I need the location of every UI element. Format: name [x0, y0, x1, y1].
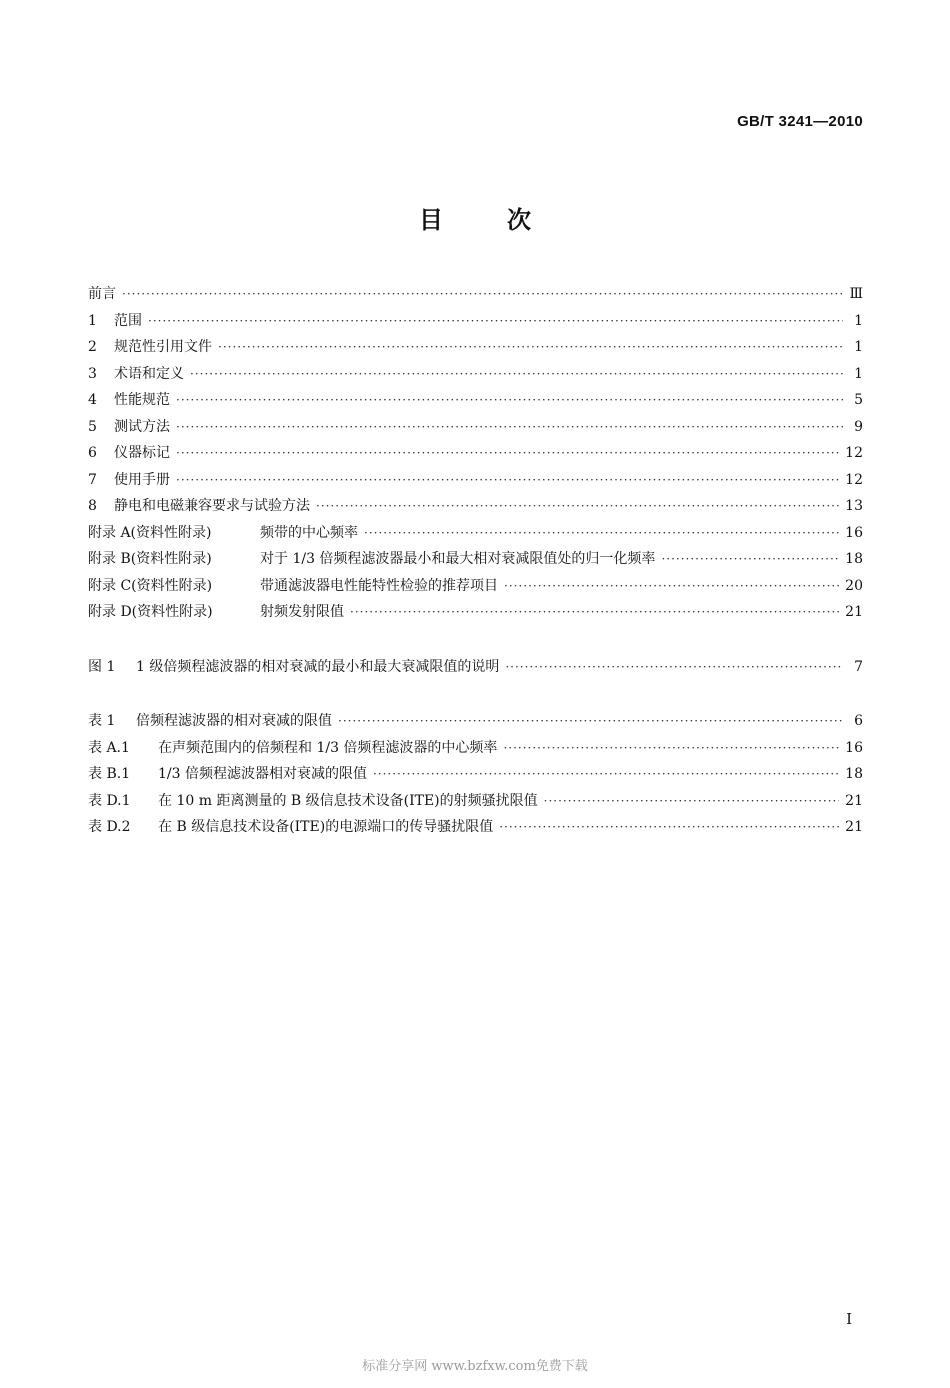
- toc-entry-label: 仪器标记: [114, 445, 170, 461]
- toc-leader-dots: [503, 741, 839, 755]
- toc-figures: [88, 656, 863, 683]
- toc-leader-dots: [190, 367, 843, 381]
- toc-entry-table-1[interactable]: [88, 710, 863, 737]
- toc-entry-page: 12: [845, 471, 863, 488]
- toc-entry-page: 1: [854, 365, 863, 382]
- toc-entry-page: 5: [854, 392, 863, 408]
- toc-entry-num: 2: [88, 339, 97, 355]
- toc-entry-page: 21: [845, 792, 863, 809]
- toc-entry-label: 测试方法: [114, 418, 170, 435]
- toc-entry-label: 术语和定义: [114, 365, 184, 382]
- toc-entry-label: 在 10 m 距离测量的 B 级信息技术设备(ITE)的射频骚扰限值: [158, 792, 538, 809]
- toc-entry-page: 9: [854, 418, 863, 435]
- toc-leader-dots: [176, 446, 839, 460]
- toc-entry-foreword[interactable]: [88, 283, 863, 310]
- toc-entry-page: 13: [845, 498, 863, 514]
- toc-entry-num: 5: [88, 418, 97, 435]
- toc-entry-table-d1[interactable]: [88, 790, 863, 817]
- toc-entry-normative-references[interactable]: [88, 336, 863, 363]
- toc-entry-label: 在 B 级信息技术设备(ITE)的电源端口的传导骚扰限值: [158, 819, 494, 835]
- toc-entry-num: 8: [88, 498, 97, 514]
- toc-entry-num: 3: [88, 365, 97, 382]
- toc-leader-dots: [176, 420, 843, 434]
- toc-entry-label: 1 级倍频程滤波器的相对衰减的最小和最大衰减限值的说明: [136, 659, 500, 675]
- toc-entry-page: 16: [845, 739, 863, 756]
- toc-entry-label: 范围: [114, 312, 142, 329]
- toc-leader-dots: [218, 340, 843, 354]
- toc-leader-dots: [148, 314, 843, 328]
- toc-leader-dots: [499, 820, 839, 834]
- toc-leader-dots: [338, 714, 843, 728]
- toc-entry-page: 18: [845, 551, 863, 567]
- toc-leader-dots: [176, 393, 843, 407]
- toc-leader-dots: [373, 767, 839, 781]
- toc-entry-page: 6: [854, 713, 863, 729]
- toc-entry-num: 图 1: [88, 659, 116, 675]
- toc-entry-label: 规范性引用文件: [114, 339, 212, 355]
- toc-entry-manual[interactable]: [88, 469, 863, 496]
- toc-entry-num: 附录 B(资料性附录): [88, 551, 212, 567]
- toc-entry-num: 7: [88, 471, 97, 488]
- toc-leader-dots: [176, 473, 839, 487]
- toc-entry-num: 附录 C(资料性附录): [88, 577, 213, 594]
- toc-entry-annex-b[interactable]: [88, 548, 863, 575]
- toc-entry-page: 21: [845, 819, 863, 835]
- toc-entry-num: 1: [88, 312, 97, 329]
- toc-entry-page: 18: [845, 766, 863, 782]
- toc-entry-page: 20: [845, 577, 863, 594]
- toc-leader-dots: [661, 552, 839, 566]
- toc-leader-dots: [350, 605, 839, 619]
- toc-entry-num: 附录 A(资料性附录): [88, 524, 212, 541]
- toc-entry-num: 表 B.1: [88, 766, 131, 782]
- toc-leader-dots: [364, 526, 839, 540]
- toc-entry-label: 倍频程滤波器的相对衰减的限值: [136, 713, 332, 729]
- toc-entry-label: 带通滤波器电性能特性检验的推荐项目: [260, 577, 498, 594]
- toc-entry-label: 频带的中心频率: [260, 524, 358, 541]
- toc-leader-dots: [544, 794, 840, 808]
- toc-entry-num: 表 D.1: [88, 792, 131, 809]
- toc-entry-num: 6: [88, 445, 97, 461]
- toc-entry-page: 12: [845, 445, 863, 461]
- toc-entry-page: 16: [845, 524, 863, 541]
- toc-entry-scope[interactable]: [88, 310, 863, 337]
- toc-leader-dots: [504, 579, 839, 593]
- toc-entry-page: 1: [854, 312, 863, 329]
- toc-entry-performance[interactable]: [88, 389, 863, 416]
- toc-entry-figure-1[interactable]: [88, 656, 863, 683]
- toc-entry-label: 1/3 倍频程滤波器相对衰减的限值: [158, 766, 367, 782]
- toc-sections: [88, 283, 863, 628]
- toc-entry-label: 性能规范: [114, 392, 170, 408]
- standard-code: GB/T 3241—2010: [737, 113, 863, 130]
- toc-entry-table-b1[interactable]: [88, 763, 863, 790]
- toc-entry-table-d2[interactable]: [88, 816, 863, 843]
- toc-entry-annex-a[interactable]: [88, 522, 863, 549]
- toc-entry-emc[interactable]: [88, 495, 863, 522]
- toc-entry-page: 7: [854, 659, 863, 675]
- toc-entry-table-a1[interactable]: [88, 737, 863, 764]
- toc-tables: [88, 710, 863, 843]
- toc-entry-label: 射频发射限值: [260, 604, 344, 620]
- toc-entry-num: 表 D.2: [88, 819, 131, 835]
- toc-entry-num: 表 A.1: [88, 739, 130, 756]
- toc-entry-annex-d[interactable]: [88, 601, 863, 628]
- title-char-2: 次: [507, 206, 531, 234]
- page-number: I: [846, 1310, 852, 1328]
- toc-entry-num: 表 1: [88, 713, 116, 729]
- toc-entry-label: 对于 1/3 倍频程滤波器最小和最大相对衰减限值处的归一化频率: [260, 551, 656, 567]
- toc-entry-test-methods[interactable]: [88, 416, 863, 443]
- toc-entry-page: 21: [845, 604, 863, 620]
- watermark: 标准分享网 www.bzfxw.com免费下载: [362, 1359, 588, 1374]
- page-title: [0, 200, 950, 235]
- toc-entry-marking[interactable]: [88, 442, 863, 469]
- toc-entry-terms[interactable]: [88, 363, 863, 390]
- toc-leader-dots: [122, 287, 843, 301]
- toc-entry-annex-c[interactable]: [88, 575, 863, 602]
- toc-leader-dots: [505, 660, 843, 674]
- toc-entry-page: Ⅲ: [849, 286, 863, 302]
- toc-entry-label: 在声频范围内的倍频程和 1/3 倍频程滤波器的中心频率: [158, 739, 498, 756]
- toc-entry-num: 4: [88, 392, 97, 408]
- toc-entry-label: 前言: [88, 286, 116, 302]
- toc-entry-label: 使用手册: [114, 471, 170, 488]
- toc-leader-dots: [316, 499, 839, 513]
- toc-entry-label: 静电和电磁兼容要求与试验方法: [114, 498, 310, 514]
- toc-entry-page: 1: [854, 339, 863, 355]
- title-char-1: 目: [419, 206, 443, 234]
- toc-entry-num: 附录 D(资料性附录): [88, 604, 213, 620]
